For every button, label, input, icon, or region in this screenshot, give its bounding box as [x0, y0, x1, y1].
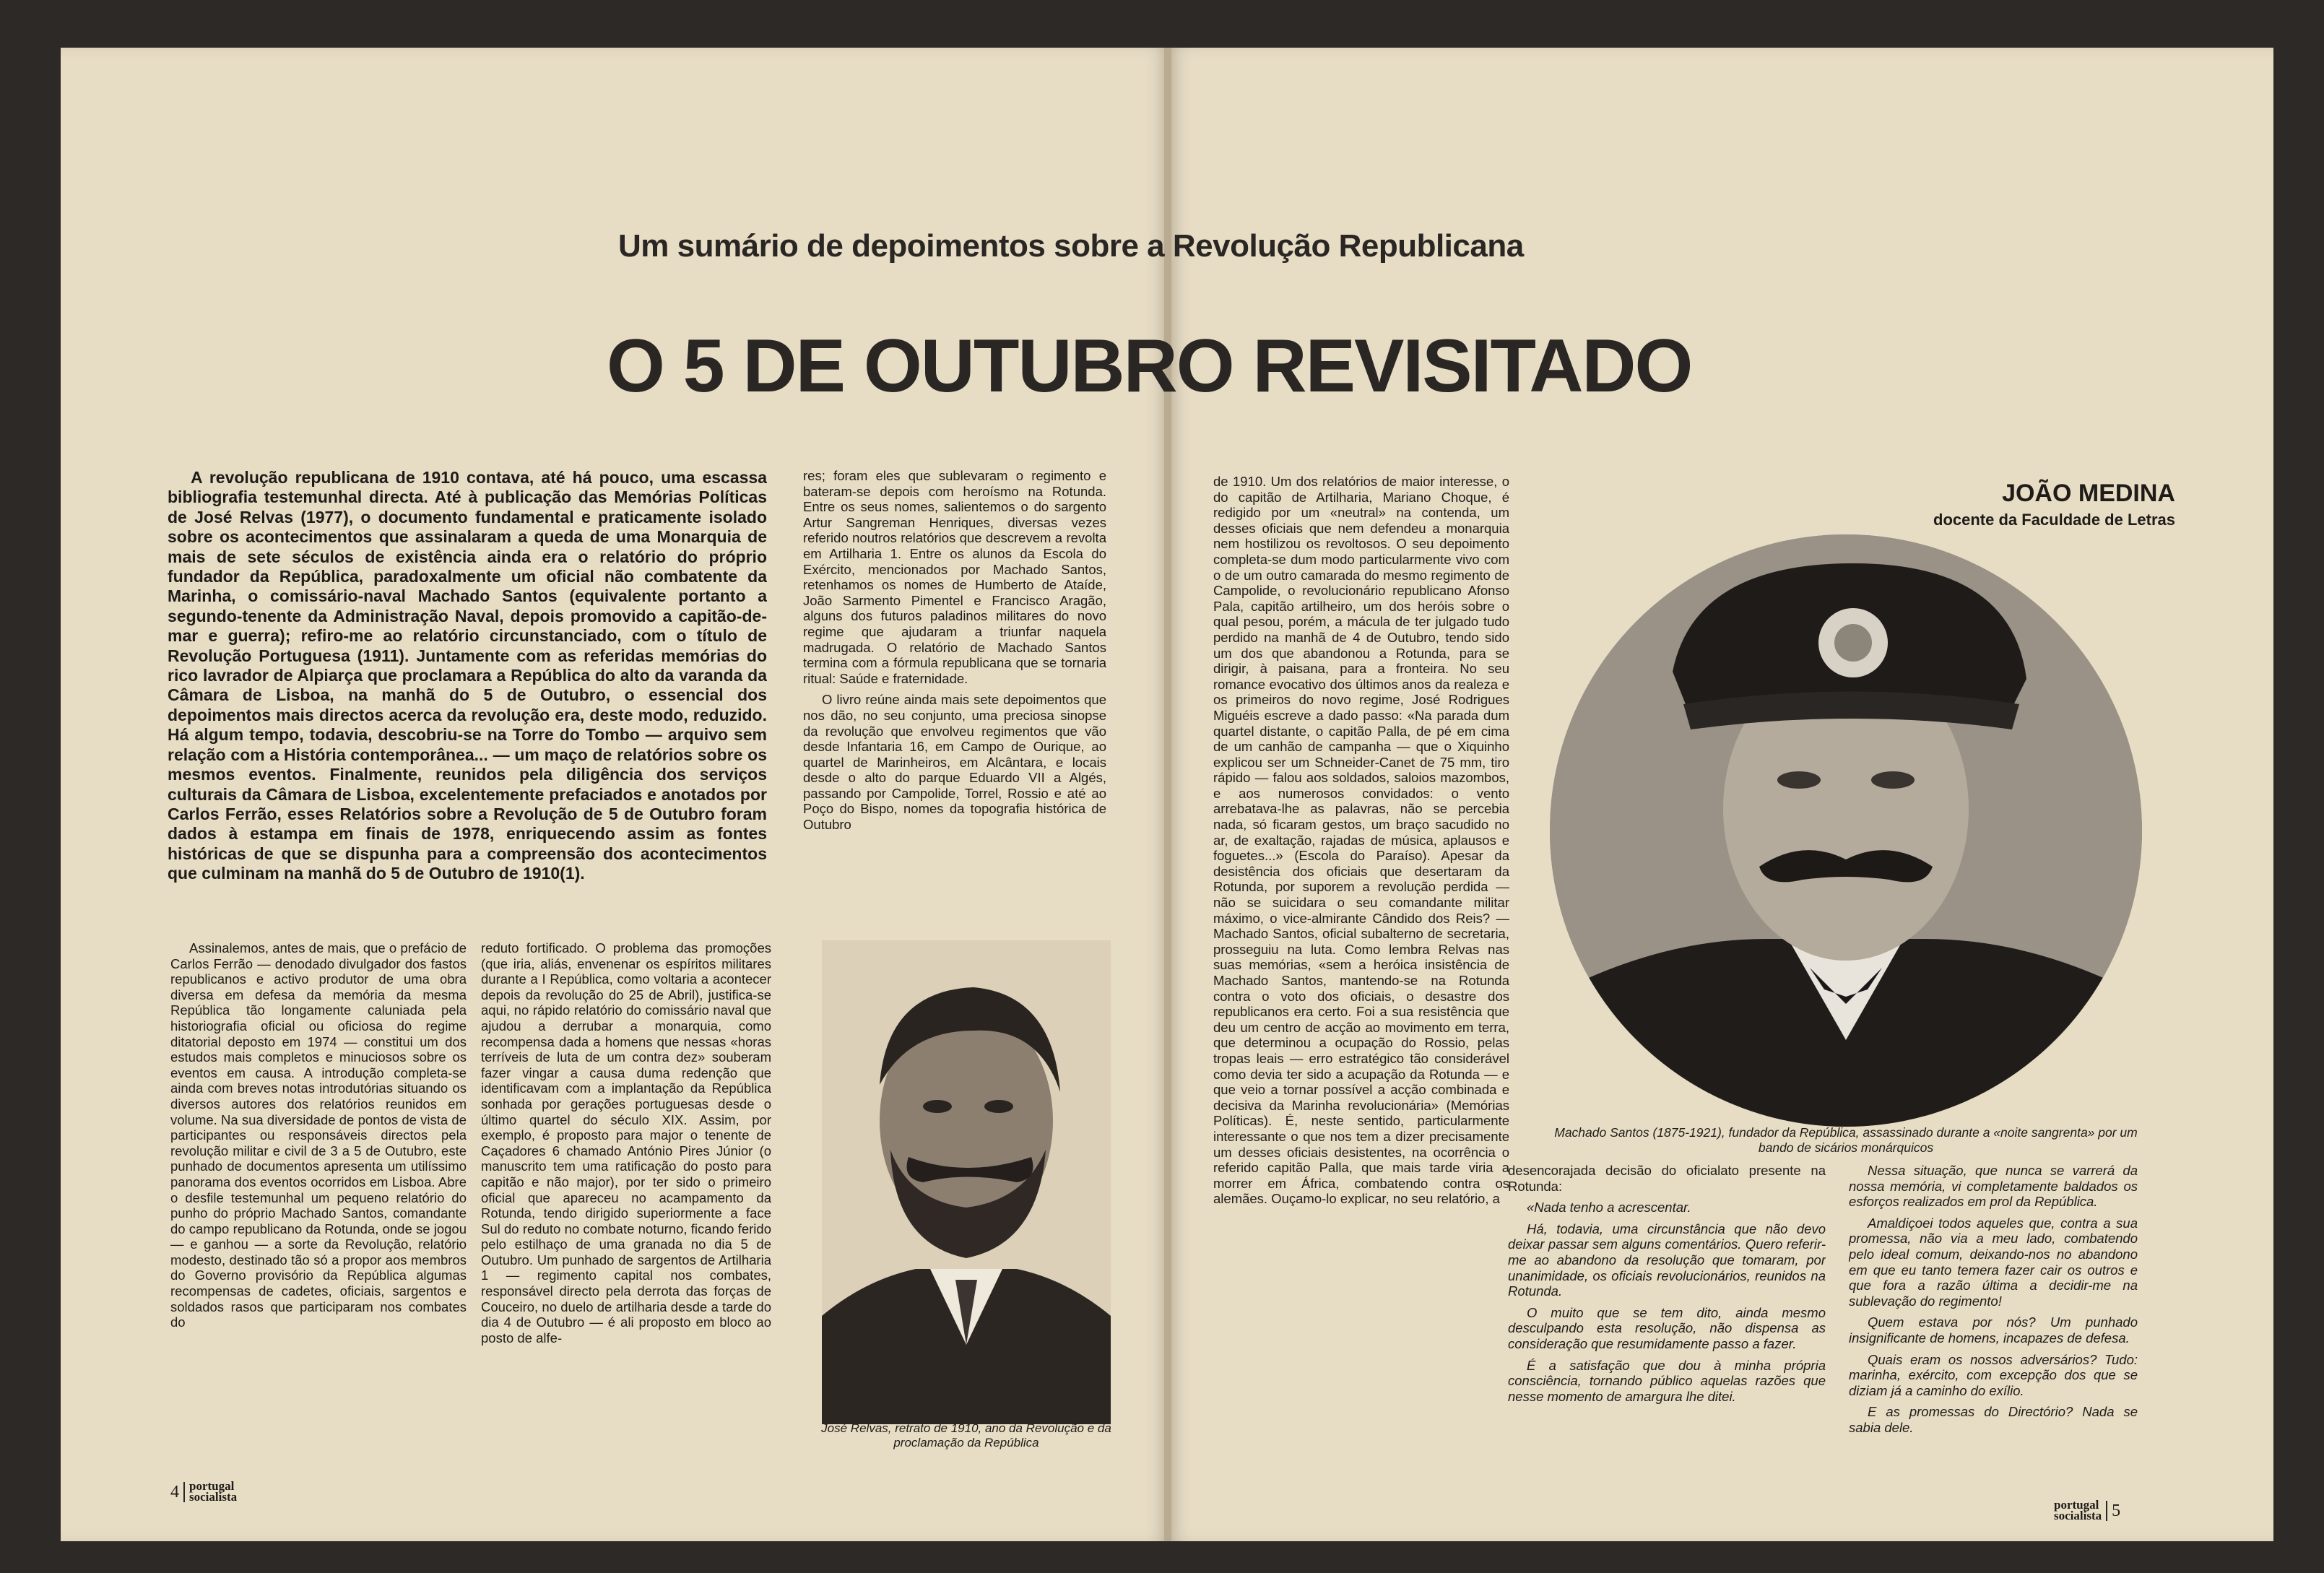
publication-logo: portugal socialista [189, 1479, 238, 1504]
text-column-2 [481, 940, 771, 1468]
quote-paragraph: É a satisfação que dou à minha própria consciência, tornando público aquelas razões que nesse momento de amargura lhe ditei. [1508, 1357, 1826, 1404]
portrait-photo-machado-santos [1550, 534, 2142, 1127]
byline [1933, 480, 2175, 529]
paragraph: de 1910. Um dos relatórios de maior interesse, o do capitão de Artilharia, Mariano Choque, é redigido por um «neutral» na contenda, um desses oficiais que nem defendeu a monarquia nem hostilizou os revoltosos. O seu depoimento completa-se dum modo particularmente vivo com o de um outro camarada do mesmo regimento de Campolide, o revolucionário republicano Afonso Pala, capitão artilheiro, um dos heróis sobre o qual pesou, porém, a mácula de ter julgado tudo perdido na manhã de 4 de Outubro, tendo sido um dos que abandonou a Rotunda, para se dirigir, à paisana, para a fronteira. No seu romance evocativo dos últimos anos da realeza e os primeiros do novo regime, José Rodrigues Miguéis escreve a dado passo: «Na parada dum quartel distante, o capitão Palla, de pé em cima de um canhão de campanha — que o Xiquinho explicou ser um Schneider-Canet de 75 mm, tiro rápido — falou aos soldados, saloios mazombos, e aos numerosos convidados: o vento arrebatava-lhe as palavras, não se percebia nada, só ficaram gestos, um braço sacudido no ar, de exaltação, rajadas de música, aplausos e foguetes...» (Escola do Paraíso). Apesar da desistência dos oficiais que desertaram da Rotunda, por suporem a revolução perdida — não se suicidara o seu comandante militar máximo, o vice-almirante Cândido dos Reis? — Machado Santos, oficial subalterno de secretaria, prosseguiu na luta. Como lembra Relvas nas suas memórias, «sem a heróica insistência de Machado Santos, mantendo-se na Rotunda contra o voto dos oficiais, o desastre dos republicanos era certo. Foi a sua resistência que deu um centro de acção ao movimento em terra, que determinou a ocupação do Rossio, pelas tropas leais — erro estratégico tão considerável como devia ter sido a acupação da Rotunda — e que veio a tornar possível a acção combinada e decisiva da Marinha revolucionária» (Memórias Políticas). É, neste sentido, particularmente interessante o que nos tem a dizer precisamente um desses oficiais desistentes, na ocorrência o referido capitão Palla, que mais tarde viria a morrer em África, combatendo contra os alemães. Ouçamo-lo explicar, no seu relatório, a [1213, 474, 1509, 1207]
quote-paragraph: Há, todavia, uma circunstância que não devo deixar passar sem alguns comentários. Quero referir-me ao abandono da resolução que tomaram, por unanimidade, os oficiais revolucionários, reunidos na Rotunda. [1508, 1221, 1826, 1299]
publication-logo: portugal socialista [2054, 1498, 2102, 1522]
paragraph: Assinalemos, antes de mais, que o prefácio de Carlos Ferrão — denodado divulgador dos fastos republicanos e activo produtor de uma obra diversa em defesa da memória da mesma República tão longamente caluniada pela historiografia oficial ou oficiosa do regime ditatorial deposto em 1974 — constitui um dos estudos mais completos e minuciosos sobre os eventos em causa. A introdução completa-se ainda com breves notas introdutórias situando os diversos autores dos relatórios reunidos em volume. Na sua diversidade de pontos de vista de participantes ou responsáveis directos pela revolução militar e civil de 3 a 5 de Outubro, este punhado de documentos apresenta um utilíssimo panorama dos eventos ocorridos em Lisboa. Abre o desfile testemunhal um pequeno relatório do punho do próprio Machado Santos, comandante do campo republicano da Rotunda, onde se jogou — e ganhou — a sorte da Revolução, relatório modesto, destinado tão só a propor aos membros do Governo provisório da República algumas recompensas de cadetes, oficiais, sargentos e soldados rasos que participaram nos combates do [170, 940, 467, 1330]
quote-paragraph: Quem estava por nós? Um punhado insignificante de homens, incapazes de defesa. [1849, 1314, 2138, 1346]
caption-machado-santos: Machado Santos (1875-1921), fundador da República, assassinado durante a «noite sangrenta» por um bando de sicários monárquicos [1554, 1125, 2138, 1155]
portrait-photo-jose-relvas [822, 940, 1111, 1424]
text-column-4 [1213, 474, 1509, 1463]
quote-paragraph: Amaldiçoei todos aqueles que, contra a sua promessa, não via a meu lado, combatendo pelo ideal comum, deixando-nos no abandono em que eu tanto temera fazer cair os outros e que fora a razão última a decidir-me na sublevação do regimento! [1849, 1215, 2138, 1309]
quote-paragraph: Quais eram os nossos adversários? Tudo: marinha, exército, com excepção dos que se diziam já a caminho do exílio. [1849, 1351, 2138, 1398]
author-name: JOÃO MEDINA [2002, 480, 2175, 507]
text-column-3 [803, 468, 1106, 932]
lead-paragraph: A revolução republicana de 1910 contava, até há pouco, uma escassa bibliografia testemunhal directa. Até à publicação das Memórias Políticas de José Relvas (1977), o documento fundamental e praticamente isolado sobre os acontecimentos que assinalaram a queda de uma Monarquia de mais de sete séculos de existência ainda era o relatório do próprio fundador da República, paradoxalmente um oficial não combatente da Marinha, o comissário-naval Machado Santos (equivalente portanto a segundo-tenente da Administração Naval, depois promovido a capitão-de-mar e guerra); refiro-me ao relatório circunstanciado, com o título de Revolução Portuguesa (1911). Juntamente com as referidas memórias do rico lavrador de Alpiarça que proclamara a República do alto da varanda da Câmara de Lisboa, na manhã do 5 de Outubro, o essencial dos depoimentos mais directos acerca da revolução era, deste modo, reduzido. Há algum tempo, todavia, descobriu-se na Torre do Tombo — arquivo sem relação com a História contemporânea... — um maço de relatórios sobre os mesmos eventos. Finalmente, reunidos pela diligência dos serviços culturais da Câmara de Lisboa, excelentemente prefaciados e anotados por Carlos Ferrão, esses Relatórios sobre a Revolução de 5 de Outubro foram dados à estampa em finais de 1978, enriquecendo assim as fontes históricas de que se dispunha para a compreensão dos acontecimentos que culminam na manhã do 5 de Outubro de 1910(1). [168, 468, 767, 883]
footer-left [170, 1481, 237, 1502]
text-column-6 [1849, 1163, 2138, 1473]
paragraph: desencorajada decisão do oficialato presente na Rotunda: [1508, 1163, 1826, 1194]
author-role: docente da Faculdade de Letras [1933, 511, 2175, 529]
paragraph: res; foram eles que sublevaram o regimento e bateram-se depois com heroísmo na Rotunda. Entre os seus nomes, salientemos o do sargento Artur Sangreman Henriques, diversas vezes referido noutros relatórios que descrevem a revolta em Artilharia 1. Entre os alunos da Escola do Exército, mencionados por Machado Santos, retenhamos os nomes de Humberto de Ataíde, João Sarmento Pimentel e Francisco Aragão, alguns dos futuros paladinos militares do novo regime que ajudaram a triunfar naquela madrugada. O relatório de Machado Santos termina com a fórmula republicana que se tornaria ritual: Saúde e fraternidade. [803, 468, 1106, 686]
quote-paragraph: E as promessas do Directório? Nada se sabia dele. [1849, 1404, 2138, 1435]
paragraph: reduto fortificado. O problema das promoções (que iria, aliás, envenenar os espíritos militares durante a I República, como voltaria a acontecer depois da revolução do 25 de Abril), justifica-se aqui, no rápido relatório do comissário naval que ajudou a derrubar a monarquia, como recompensa dada a homens que nessas «horas terríveis de luta de um contra dez» souberam fazer vingar a causa duma redenção que identificavam com a implantação da República sonhada por gerações portuguesas desde o último quartel do século XIX. Assim, por exemplo, é proposto para major o tenente de Caçadores 6 chamado António Pires Júnior (o manuscrito tem uma ratificação do posto para capitão e não major), por ter sido o primeiro oficial que apareceu no acampamento da Rotunda, tendo dirigido superiormente a face Sul do reduto no combate noturno, ficando ferido pelo estilhaço de uma granada no dia 5 de Outubro. Um punhado de sargentos de Artilharia 1 — regimento capital nos combates, responsável directo pela derrota das forças de Couceiro, no duelo de artilharia desde a tarde do dia 4 de Outubro — é ali proposto em bloco ao posto de alfe- [481, 940, 771, 1346]
footer-right [2054, 1499, 2120, 1521]
footer-divider [183, 1482, 185, 1502]
paragraph: O livro reúne ainda mais sete depoimentos que nos dão, no seu conjunto, uma preciosa sinopse da revolução que envolveu regimentos que vão desde Infantaria 16, em Campo de Ourique, ao quartel de Marinheiros, em Alcântara, e locais desde o alto do parque Eduardo VII a Algés, passando por Campolide, Torrel, Rossio e até ao Poço do Bispo, nomes da topografia histórica de Outubro [803, 692, 1106, 833]
text-column-1 [170, 940, 467, 1468]
quote-paragraph: O muito que se tem dito, ainda mesmo desculpando esta resolução, não dispensa as consideração que resumidamente passo a fazer. [1508, 1304, 1826, 1351]
text-column-5 [1508, 1163, 1826, 1473]
page-number-right: 5 [2112, 1502, 2121, 1520]
page-number-left: 4 [170, 1483, 179, 1502]
quote-paragraph: «Nada tenho a acrescentar. [1527, 1200, 1691, 1216]
caption-relvas: José Relvas, retrato de 1910, ano da Revolução e da proclamação da República [821, 1421, 1111, 1450]
article-title: O 5 DE OUTUBRO REVISITADO [607, 324, 1692, 408]
quote-paragraph: Nessa situação, que nunca se varrerá da nossa memória, vi completamente baldados os esforços realizados em prol da República. [1849, 1163, 2138, 1210]
article-subtitle: Um sumário de depoimentos sobre a Revolução Republicana [618, 228, 1524, 264]
footer-divider [2106, 1501, 2107, 1521]
center-fold [1164, 48, 1171, 1541]
